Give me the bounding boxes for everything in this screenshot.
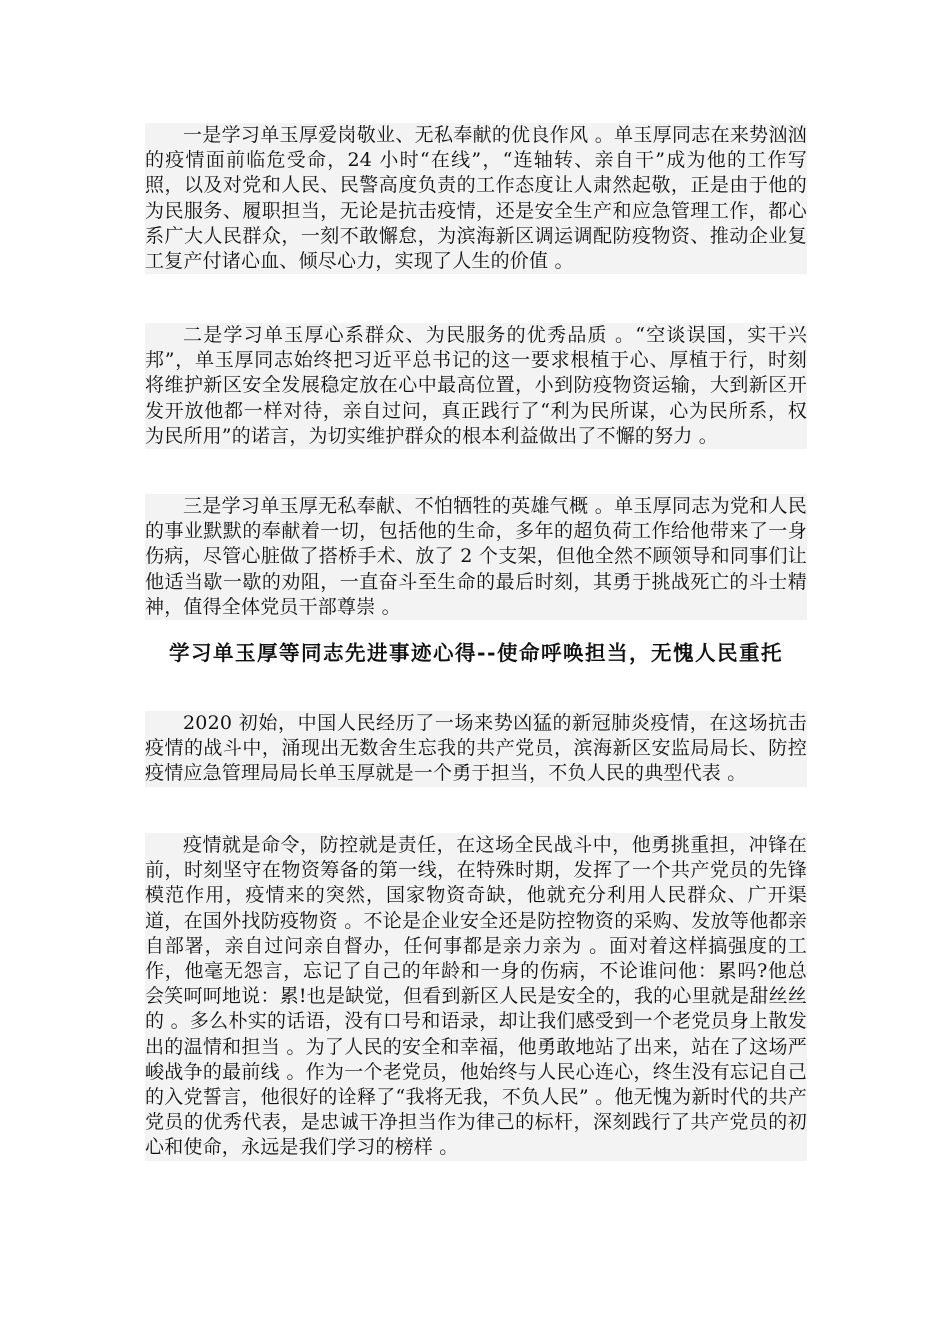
- section-title: 学习单玉厚等同志先进事迹心得--使命呼唤担当，无愧人民重托: [168, 641, 783, 665]
- paragraph-1: 一是学习单玉厚爱岗敬业、无私奉献的优良作风 。单玉厚同志在来势汹汹的疫情面前临危受命，24 小时“在线”，“连轴转、亲自干”成为他的工作写照，以及对党和人民、民警高度负责的工作态度让人肃然起敬，正是由于他的为民服务、履职担当，无论是抗击疫情，还是安全生产和应急管理工作，都心系广大人民群众，一刻不敢懈怠，为滨海新区调运调配防疫物资、推动企业复工复产付诸心血、倾尽心力，实现了人生的价值 。: [145, 124, 807, 273]
- paragraph-block-3: [145, 494, 807, 620]
- paragraph-2: 二是学习单玉厚心系群众、为民服务的优秀品质 。“空谈误国，实干兴邦”，单玉厚同志始终把习近平总书记的这一要求根植于心、厚植于行，时刻将维护新区安全发展稳定放在心中最高位置，小到防疫物资运输，大到新区开发开放他都一样对待，亲自过问，真正践行了“利为民所谋，心为民所系，权为民所用”的诺言，为切实维护群众的根本利益做出了不懈的努力 。: [145, 324, 807, 447]
- paragraph-5: 疫情就是命令，防控就是责任，在这场全民战斗中，他勇挑重担，冲锋在前，时刻坚守在物资筹备的第一线，在特殊时期，发挥了一个共产党员的先锋模范作用，疫情来的突然，国家物资奇缺，他就充分利用人民群众、广开渠道，在国外找防疫物资 。不论是企业安全还是防控物资的采购、发放等他都亲自部署，亲自过问亲自督办，任何事都是亲力亲为 。面对着这样搞强度的工作，他毫无怨言，忘记了自己的年龄和一身的伤病，不论谁问他：累吗?他总会笑呵呵地说：累!也是缺觉，但看到新区人民是安全的，我的心里就是甜丝丝的 。多么朴实的话语，没有口号和语录，却让我们感受到一个老党员身上散发出的温情和担当 。为了人民的安全和幸福，他勇敢地站了出来，站在了这场严峻战争的最前线 。作为一个老党员，他始终与人民心连心，终生没有忘记自己的入党誓言，他很好的诠释了“我将无我，不负人民” 。他无愧为新时代的共产党员的优秀代表，是忠诚干净担当作为律己的标杆，深刻践行了共产党员的初心和使命，永远是我们学习的榜样 。: [145, 834, 807, 1159]
- paragraph-4: 2020 初始，中国人民经历了一场来势凶猛的新冠肺炎疫情，在这场抗击疫情的战斗中，涌现出无数舍生忘我的共产党员，滨海新区安监局局长、防控疫情应急管理局局长单玉厚就是一个勇于担当，不负人民的典型代表 。: [145, 712, 807, 785]
- paragraph-block-4: [145, 711, 807, 787]
- paragraph-block-1: [145, 123, 807, 274]
- paragraph-block-2: [145, 323, 807, 449]
- paragraph-block-5: [145, 833, 807, 1161]
- paragraph-3: 三是学习单玉厚无私奉献、不怕牺牲的英雄气概 。单玉厚同志为党和人民的事业默默的奉献着一切，包括他的生命，多年的超负荷工作给他带来了一身伤病，尽管心脏做了搭桥手术、放了 2 个支架，但他全然不顾领导和同事们让他适当歇一歇的劝阻，一直奋斗至生命的最后时刻，其勇于挑战死亡的斗士精神，值得全体党员干部尊崇 。: [145, 495, 807, 618]
